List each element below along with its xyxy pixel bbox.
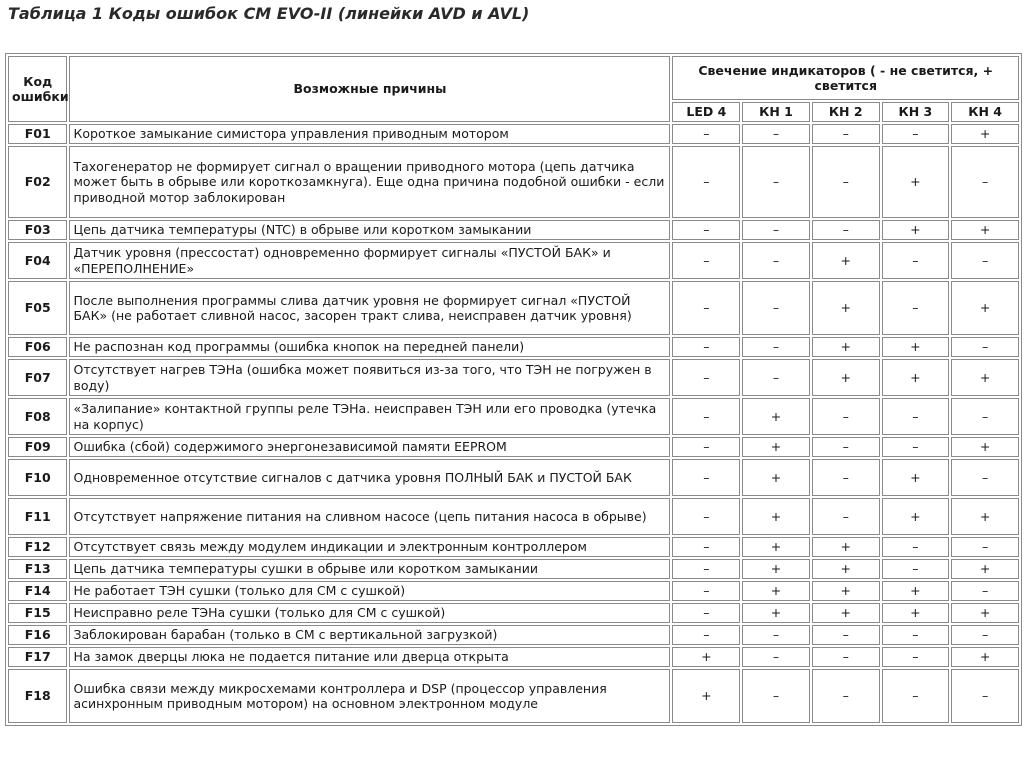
indicator-state: – [742, 669, 810, 723]
indicator-state: + [951, 498, 1019, 535]
table-row [8, 398, 1019, 435]
table-row [8, 146, 1019, 218]
indicator-state: + [812, 242, 880, 279]
error-code: F16 [8, 625, 67, 645]
indicator-state: – [672, 559, 740, 579]
indicator-state: – [672, 124, 740, 144]
error-description: Отсутствует нагрев ТЭНа (ошибка может появиться из-за того, что ТЭН не погружен в воду) [69, 359, 670, 396]
indicator-state: + [882, 359, 950, 396]
indicator-state: – [812, 625, 880, 645]
indicator-state: – [742, 647, 810, 667]
error-description: Короткое замыкание симистора управления приводным мотором [69, 124, 670, 144]
indicator-state: + [882, 220, 950, 240]
indicator-state: – [812, 498, 880, 535]
error-description: Ошибка связи между микросхемами контроллера и DSP (процессор управления асинхронным приводным мотором) на основном электронном модуле [69, 669, 670, 723]
indicator-state: – [882, 124, 950, 144]
indicator-state: – [742, 146, 810, 218]
error-description: На замок дверцы люка не подается питание или дверца открыта [69, 647, 670, 667]
indicator-state: – [672, 146, 740, 218]
error-code: F17 [8, 647, 67, 667]
indicator-state: – [951, 242, 1019, 279]
indicator-state: – [951, 625, 1019, 645]
error-code: F06 [8, 337, 67, 357]
error-code: F15 [8, 603, 67, 623]
indicator-state: – [812, 459, 880, 496]
error-code: F10 [8, 459, 67, 496]
indicator-state: + [672, 669, 740, 723]
indicator-state: + [882, 459, 950, 496]
error-code: F03 [8, 220, 67, 240]
indicator-state: – [882, 398, 950, 435]
indicator-state: – [672, 437, 740, 457]
indicator-state: + [951, 281, 1019, 335]
indicator-state: – [672, 281, 740, 335]
indicator-state: + [742, 459, 810, 496]
error-code: F11 [8, 498, 67, 535]
indicator-state: – [742, 625, 810, 645]
error-code: F04 [8, 242, 67, 279]
table-row [8, 242, 1019, 279]
error-code: F13 [8, 559, 67, 579]
indicator-state: + [812, 581, 880, 601]
error-description: Отсутствует связь между модулем индикации и электронным контроллером [69, 537, 670, 557]
indicator-state: – [672, 581, 740, 601]
indicator-state: + [882, 581, 950, 601]
error-code: F08 [8, 398, 67, 435]
error-description: Датчик уровня (прессостат) одновременно формирует сигналы «ПУСТОЙ БАК» и «ПЕРЕПОЛНЕНИЕ» [69, 242, 670, 279]
indicator-state: + [882, 146, 950, 218]
indicator-state: – [951, 398, 1019, 435]
indicator-state: – [672, 359, 740, 396]
indicator-state: – [672, 603, 740, 623]
table-row [8, 220, 1019, 240]
error-description: Не распознан код программы (ошибка кнопок на передней панели) [69, 337, 670, 357]
error-code: F02 [8, 146, 67, 218]
table-row [8, 647, 1019, 667]
table-row [8, 669, 1019, 723]
error-description: Заблокирован барабан (только в СМ с вертикальной загрузкой) [69, 625, 670, 645]
indicator-state: + [951, 124, 1019, 144]
header-indicator-кн-1: КН 1 [742, 102, 810, 122]
indicator-state: – [882, 669, 950, 723]
indicator-state: + [812, 281, 880, 335]
header-indicator-кн-3: КН 3 [882, 102, 950, 122]
indicator-state: – [951, 146, 1019, 218]
indicator-state: + [882, 337, 950, 357]
indicator-state: – [742, 220, 810, 240]
error-code: F05 [8, 281, 67, 335]
indicator-state: + [951, 437, 1019, 457]
indicator-state: – [882, 647, 950, 667]
indicator-state: – [812, 124, 880, 144]
header-indicator-кн-4: КН 4 [951, 102, 1019, 122]
table-row [8, 437, 1019, 457]
indicator-state: – [951, 581, 1019, 601]
header-indicator-кн-2: КН 2 [812, 102, 880, 122]
table-title: Таблица 1 Коды ошибок CM EVO-II (линейки AVD и AVL) [8, 4, 530, 23]
indicator-state: + [882, 498, 950, 535]
header-causes: Возможные причины [69, 56, 670, 122]
table-row [8, 124, 1019, 144]
error-description: Не работает ТЭН сушки (только для СМ с сушкой) [69, 581, 670, 601]
error-description: Неисправно реле ТЭНа сушки (только для СМ с сушкой) [69, 603, 670, 623]
indicator-state: + [812, 603, 880, 623]
error-code: F01 [8, 124, 67, 144]
indicator-state: – [882, 281, 950, 335]
indicator-state: + [742, 498, 810, 535]
table-row [8, 603, 1019, 623]
header-indicator-led-4: LED 4 [672, 102, 740, 122]
indicator-state: – [882, 625, 950, 645]
indicator-state: + [812, 359, 880, 396]
indicator-state: + [812, 537, 880, 557]
table-row [8, 559, 1019, 579]
indicator-state: – [742, 337, 810, 357]
indicator-state: – [882, 242, 950, 279]
indicator-state: + [951, 220, 1019, 240]
indicator-state: + [812, 337, 880, 357]
indicator-state: – [812, 146, 880, 218]
table-row [8, 625, 1019, 645]
indicator-state: – [672, 220, 740, 240]
indicator-state: – [672, 337, 740, 357]
indicator-state: – [812, 437, 880, 457]
indicator-state: – [742, 281, 810, 335]
error-description: Отсутствует напряжение питания на сливном насосе (цепь питания насоса в обрыве) [69, 498, 670, 535]
indicator-state: – [812, 398, 880, 435]
error-code: F07 [8, 359, 67, 396]
indicator-state: + [951, 559, 1019, 579]
indicator-state: – [951, 537, 1019, 557]
indicator-state: + [951, 359, 1019, 396]
error-description: Одновременное отсутствие сигналов с датчика уровня ПОЛНЫЙ БАК и ПУСТОЙ БАК [69, 459, 670, 496]
indicator-state: – [742, 124, 810, 144]
table-row [8, 337, 1019, 357]
error-code: F12 [8, 537, 67, 557]
indicator-state: + [672, 647, 740, 667]
error-code: F18 [8, 669, 67, 723]
indicator-state: + [951, 647, 1019, 667]
indicator-state: – [951, 337, 1019, 357]
table-row [8, 281, 1019, 335]
error-codes-table [5, 53, 1022, 726]
table-row [8, 359, 1019, 396]
error-description: Цепь датчика температуры (NTC) в обрыве или коротком замыкании [69, 220, 670, 240]
indicator-state: – [812, 220, 880, 240]
error-description: «Залипание» контактной группы реле ТЭНа. неисправен ТЭН или его проводка (утечка на корпус) [69, 398, 670, 435]
error-description: Цепь датчика температуры сушки в обрыве или коротком замыкании [69, 559, 670, 579]
indicator-state: + [882, 603, 950, 623]
header-code: Код ошибки [8, 56, 67, 122]
indicator-state: + [742, 398, 810, 435]
table-row [8, 581, 1019, 601]
indicator-state: – [672, 459, 740, 496]
indicator-state: + [951, 603, 1019, 623]
table-row [8, 498, 1019, 535]
error-code: F14 [8, 581, 67, 601]
header-indicators: Свечение индикаторов ( - не светится, + светится [672, 56, 1019, 100]
error-description: Ошибка (сбой) содержимого энергонезависимой памяти EEPROM [69, 437, 670, 457]
error-description: Тахогенератор не формирует сигнал о вращении приводного мотора (цепь датчика может быть в обрыве или короткозамкнуга). Еще одна причина подобной ошибки - если приводной мотор заблокирован [69, 146, 670, 218]
indicator-state: – [672, 398, 740, 435]
indicator-state: – [812, 647, 880, 667]
table-row [8, 459, 1019, 496]
indicator-state: + [742, 581, 810, 601]
indicator-state: + [742, 437, 810, 457]
table-row [8, 537, 1019, 557]
indicator-state: – [742, 359, 810, 396]
indicator-state: – [812, 669, 880, 723]
indicator-state: – [742, 242, 810, 279]
indicator-state: – [882, 437, 950, 457]
indicator-state: – [951, 459, 1019, 496]
indicator-state: – [672, 242, 740, 279]
indicator-state: + [812, 559, 880, 579]
indicator-state: + [742, 537, 810, 557]
indicator-state: – [951, 669, 1019, 723]
error-code: F09 [8, 437, 67, 457]
indicator-state: – [672, 537, 740, 557]
indicator-state: + [742, 603, 810, 623]
indicator-state: – [672, 498, 740, 535]
indicator-state: – [882, 559, 950, 579]
error-description: После выполнения программы слива датчик уровня не формирует сигнал «ПУСТОЙ БАК» (не работает сливной насос, засорен тракт слива, неисправен датчик уровня) [69, 281, 670, 335]
indicator-state: – [882, 537, 950, 557]
indicator-state: – [672, 625, 740, 645]
indicator-state: + [742, 559, 810, 579]
